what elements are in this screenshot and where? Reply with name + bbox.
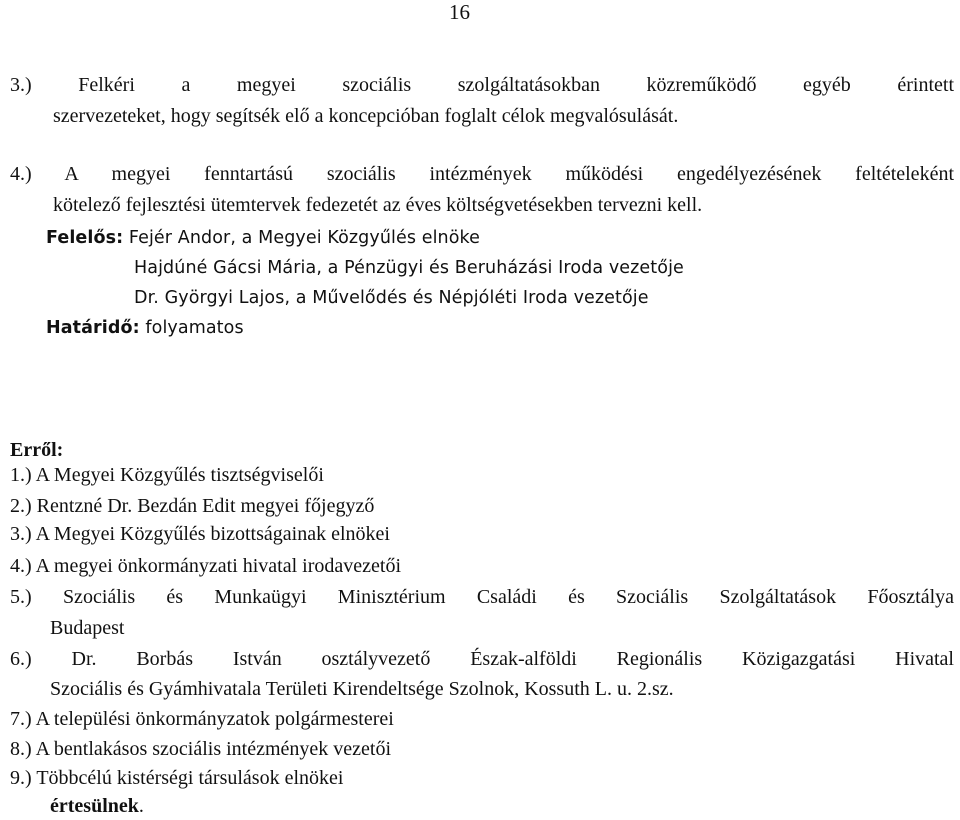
notification-closing: értesülnek. bbox=[50, 795, 144, 817]
notification-item-5: 5.) Szociális és Munkaügyi Minisztérium Családi és Szociális Szolgáltatások Főosztálya bbox=[10, 586, 955, 608]
notification-item-4: 4.) A megyei önkormányzati hivatal irodavezetői bbox=[10, 555, 402, 577]
item-3-line-2: szervezeteket, hogy segítsék elő a koncepcióban foglalt célok megvalósulását. bbox=[53, 105, 679, 127]
responsible-person-1: Fejér Andor, a Megyei Közgyűlés elnöke bbox=[128, 228, 481, 248]
closing-bold: értesülnek bbox=[50, 795, 139, 817]
notification-heading: Erről: bbox=[10, 439, 64, 461]
notification-item-6: 6.) Dr. Borbás István osztályvezető Észak-alföldi Regionális Közigazgatási Hivatal bbox=[10, 648, 954, 670]
resolution-item-4 bbox=[10, 160, 954, 188]
notification-item-5-cont: Budapest bbox=[50, 617, 125, 639]
notification-item-9: 9.) Többcélú kistérségi társulások elnökei bbox=[10, 767, 344, 789]
notification-item-6-cont: Szociális és Gyámhivatala Területi Kirendeltsége Szolnok, Kossuth L. u. 2.sz. bbox=[50, 678, 674, 700]
responsible-person-3: Dr. Györgyi Lajos, a Művelődés és Népjóléti Iroda vezetője bbox=[134, 288, 649, 308]
notification-item-7: 7.) A települési önkormányzatok polgármesterei bbox=[10, 708, 394, 730]
notification-item-2: 2.) Rentzné Dr. Bezdán Edit megyei főjegyző bbox=[10, 495, 375, 517]
responsible-label: Felelős: bbox=[46, 228, 124, 248]
page-number: 16 bbox=[449, 0, 470, 24]
deadline-value: folyamatos bbox=[145, 318, 244, 338]
resolution-item-3 bbox=[10, 71, 954, 99]
notification-item-3: 3.) A Megyei Közgyűlés bizottságainak elnökei bbox=[10, 523, 390, 545]
responsible-person-2: Hajdúné Gácsi Mária, a Pénzügyi és Beruházási Iroda vezetője bbox=[134, 258, 684, 278]
responsible-line-1 bbox=[46, 228, 480, 248]
item-4-line-2: kötelező fejlesztési ütemtervek fedezetét az éves költségvetésekben tervezni kell. bbox=[53, 194, 703, 216]
item-4-number: 4.) bbox=[10, 163, 32, 185]
notification-item-8: 8.) A bentlakásos szociális intézmények vezetői bbox=[10, 738, 392, 760]
item-3-number: 3.) bbox=[10, 74, 32, 96]
item-3-line-1: 3.) Felkéri a megyei szociális szolgáltatásokban közreműködő egyéb érintett bbox=[10, 74, 955, 96]
deadline-label: Határidő: bbox=[46, 318, 140, 338]
deadline-line bbox=[46, 318, 244, 338]
notification-item-1: 1.) A Megyei Közgyűlés tisztségviselői bbox=[10, 464, 324, 486]
item-4-line-1: 4.) A megyei fenntartású szociális intézmények működési engedélyezésének feltételeként bbox=[10, 163, 954, 185]
